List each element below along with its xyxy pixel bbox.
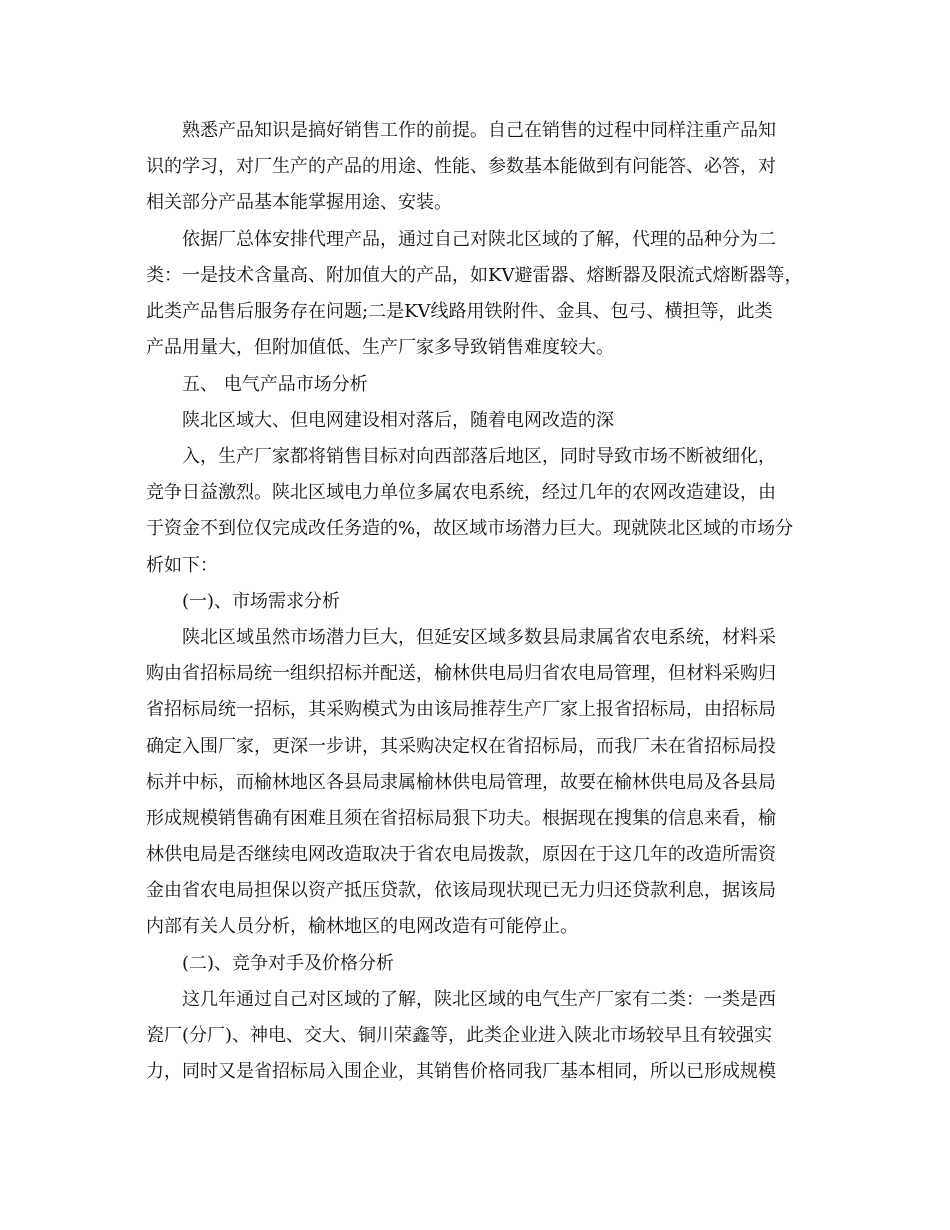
text-line: 陕北区域大、但电网建设相对落后，随着电网改造的深: [182, 410, 614, 431]
text-line: 竞争日益激烈。陕北区域电力单位多属农电系统，经过几年的农网改造建设，由: [146, 482, 776, 503]
text-line: 力，同时又是省招标局入围企业，其销售价格同我厂基本相同，所以已形成规模: [146, 1061, 776, 1082]
text-line: 识的学习，对厂生产的产品的用途、性能、参数基本能做到有问能答、必答，对: [146, 156, 776, 177]
text-line: 入，生产厂家都将销售目标对向西部落后地区，同时导致市场不断被细化，: [182, 446, 776, 467]
text-line: 金由省农电局担保以资产抵压贷款，依该局现状现已无力归还贷款利息，据该局: [146, 880, 776, 901]
text-line: 省招标局统一招标，其采购模式为由该局推荐生产厂家上报省招标局，由招标局: [146, 699, 776, 720]
text-line: 熟悉产品知识是搞好销售工作的前提。自己在销售的过程中同样注重产品知: [182, 120, 776, 141]
text-line: 这几年通过自己对区域的了解，陕北区域的电气生产厂家有二类：一类是西: [182, 989, 776, 1010]
text-line: 析如下：: [146, 555, 218, 576]
text-line: 于资金不到位仅完成改任务造的%，故区域市场潜力巨大。现就陕北区域的市场分: [146, 518, 794, 539]
section-heading: 五、 电气产品市场分析: [182, 374, 368, 395]
text-line: 林供电局是否继续电网改造取决于省农电局拨款，原因在于这几年的改造所需资: [146, 844, 776, 865]
text-line: 产品用量大，但附加值低、生产厂家多导致销售难度较大。: [146, 337, 614, 358]
text-line: 陕北区域虽然市场潜力巨大，但延安区域多数县局隶属省农电系统，材料采: [182, 627, 776, 648]
text-line: 类：一是技术含量高、附加值大的产品，如KV避雷器、熔断器及限流式熔断器等，: [146, 265, 803, 286]
text-line: 瓷厂(分厂)、神电、交大、铜川荣鑫等，此类企业进入陕北市场较早且有较强实: [146, 1025, 773, 1046]
text-line: 购由省招标局统一组织招标并配送，榆林供电局归省农电局管理，但材料采购归: [146, 663, 776, 684]
text-line: 确定入围厂家，更深一步讲，其采购决定权在省招标局，而我厂未在省招标局投: [146, 736, 776, 757]
subsection-heading: (一)、市场需求分析: [182, 591, 341, 612]
text-line: 此类产品售后服务存在问题;二是KV线路用铁附件、金具、包弓、横担等，此类: [146, 301, 773, 322]
text-line: 依据厂总体安排代理产品，通过自己对陕北区域的了解，代理的品种分为二: [182, 229, 776, 250]
text-line: 标并中标，而榆林地区各县局隶属榆林供电局管理，故要在榆林供电局及各县局: [146, 772, 776, 793]
text-line: 形成规模销售确有困难且须在省招标局狠下功夫。根据现在搜集的信息来看，榆: [146, 808, 776, 829]
text-line: 相关部分产品基本能掌握用途、安装。: [146, 192, 452, 213]
subsection-heading: (二)、竞争对手及价格分析: [182, 953, 395, 974]
text-line: 内部有关人员分析，榆林地区的电网改造有可能停止。: [146, 916, 578, 937]
